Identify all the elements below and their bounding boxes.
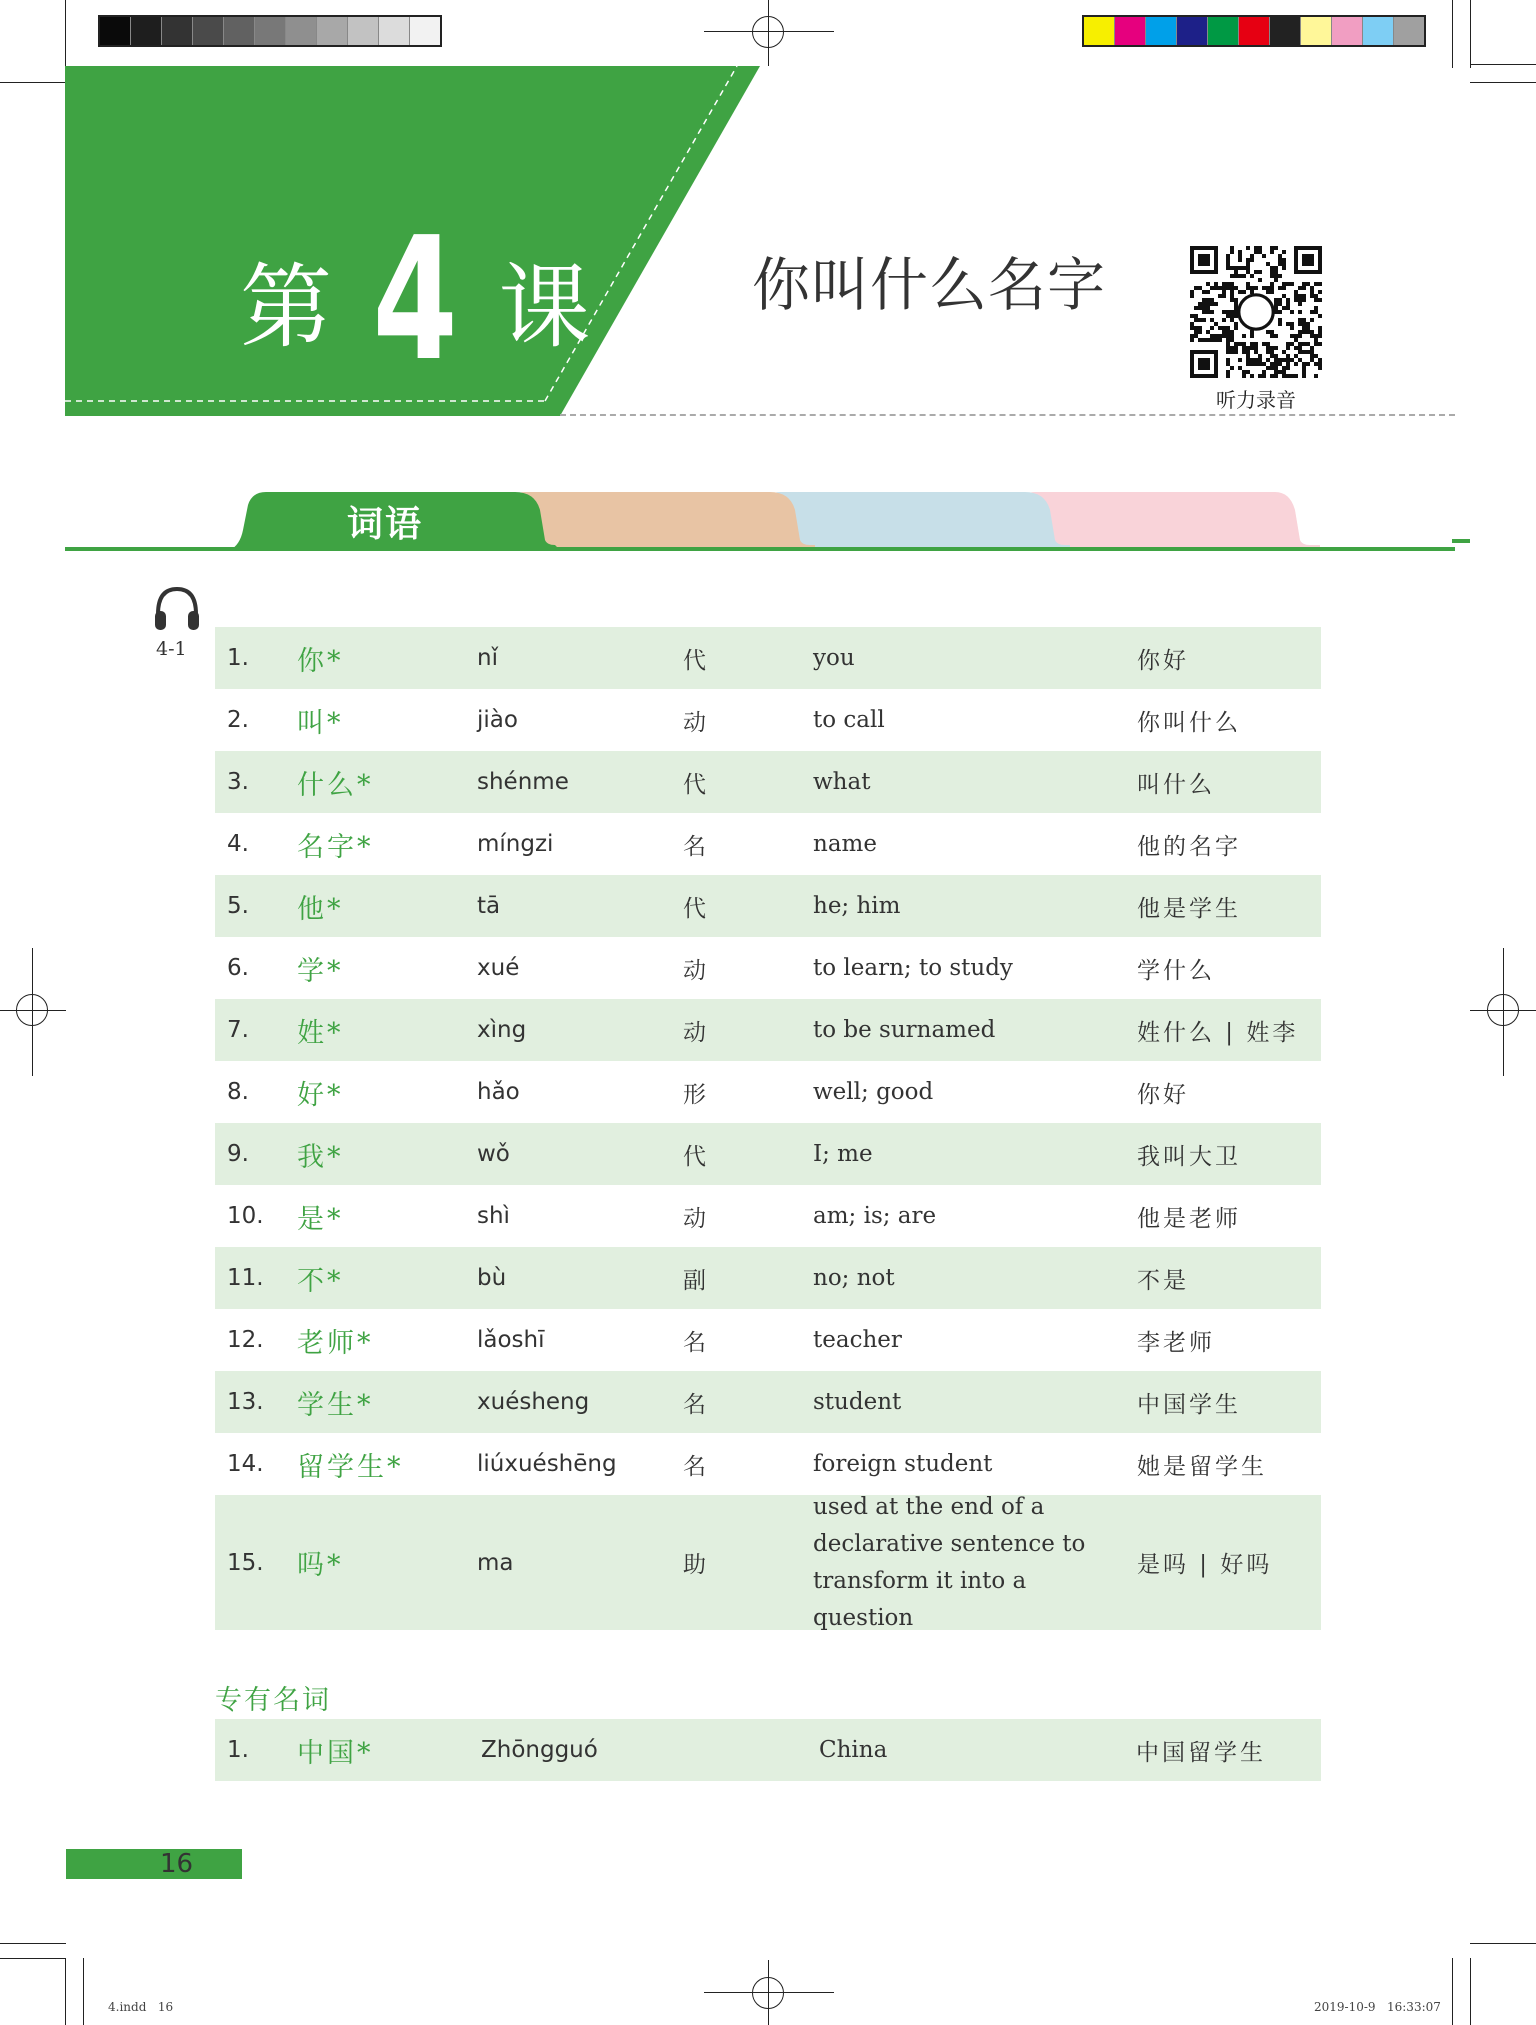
- example-phrase: 中国留学生: [1136, 1739, 1266, 1766]
- pinyin: xìng: [477, 1017, 527, 1043]
- registration-mark: [16, 994, 48, 1026]
- crop-mark: [0, 1943, 66, 1944]
- chinese-word: 学*: [297, 955, 344, 987]
- chinese-word: 中国*: [297, 1737, 374, 1769]
- crop-mark: [1470, 1943, 1536, 1944]
- proper-noun-row: [215, 1719, 1321, 1781]
- english-meaning: no; not: [813, 1264, 895, 1291]
- crop-mark: [1452, 0, 1453, 68]
- pinyin: xuésheng: [477, 1389, 590, 1415]
- pinyin: shénme: [477, 769, 569, 795]
- cmyk-color-bar: [1082, 15, 1426, 47]
- vocabulary-row: [215, 1123, 1321, 1185]
- chinese-word: 吗*: [297, 1550, 344, 1581]
- color-swatch: [1394, 17, 1424, 45]
- color-swatch: [100, 17, 131, 45]
- part-of-speech: 形: [683, 1081, 706, 1108]
- color-swatch: [1270, 17, 1301, 45]
- pinyin: jiào: [477, 707, 518, 733]
- pinyin: hǎo: [477, 1079, 520, 1105]
- vocabulary-table: [215, 627, 1321, 1630]
- part-of-speech: 副: [683, 1267, 706, 1294]
- chinese-word: 你*: [297, 645, 344, 677]
- section-tab-vocabulary[interactable]: 词语: [346, 504, 423, 545]
- vocabulary-row: [215, 1371, 1321, 1433]
- part-of-speech: 名: [683, 1453, 706, 1480]
- registration-mark: [1487, 994, 1519, 1026]
- color-swatch: [131, 17, 162, 45]
- color-swatch: [379, 17, 410, 45]
- crop-mark: [1470, 64, 1536, 65]
- example-phrase: 姓什么 | 姓李: [1137, 1019, 1299, 1046]
- vocabulary-row: [215, 1185, 1321, 1247]
- example-phrase: 是吗 | 好吗: [1137, 1552, 1273, 1578]
- crop-mark: [65, 1958, 66, 2025]
- chinese-word: 不*: [297, 1265, 344, 1297]
- part-of-speech: 助: [683, 1552, 706, 1578]
- entry-number: 12.: [227, 1327, 264, 1353]
- english-meaning: he; him: [813, 892, 901, 919]
- color-swatch: [410, 17, 440, 45]
- english-meaning: to call: [813, 706, 885, 733]
- english-meaning: China: [819, 1736, 888, 1763]
- english-meaning: used at the end of a declarative sentence to transform it into a question: [813, 1493, 1086, 1631]
- part-of-speech: 名: [683, 833, 706, 860]
- chinese-word: 是*: [297, 1203, 344, 1235]
- registration-mark: [752, 1977, 784, 2009]
- vocabulary-row: [215, 627, 1321, 689]
- vocabulary-row: [215, 1061, 1321, 1123]
- pinyin: Zhōngguó: [481, 1737, 598, 1763]
- crop-mark: [1470, 82, 1536, 83]
- color-swatch: [255, 17, 286, 45]
- entry-number: 15.: [227, 1549, 264, 1576]
- part-of-speech: 代: [683, 647, 706, 674]
- vocabulary-row: [215, 999, 1321, 1061]
- color-swatch: [1084, 17, 1115, 45]
- entry-number: 6.: [227, 955, 249, 981]
- english-meaning: to learn; to study: [813, 954, 1013, 981]
- crop-mark: [1470, 0, 1471, 68]
- chinese-word: 老师*: [297, 1327, 374, 1359]
- english-meaning: name: [813, 830, 877, 857]
- pinyin: míngzi: [477, 831, 554, 857]
- entry-number: 5.: [227, 893, 249, 919]
- english-meaning: foreign student: [813, 1450, 993, 1477]
- color-swatch: [348, 17, 379, 45]
- grayscale-color-bar: [98, 15, 442, 47]
- pinyin: tā: [477, 893, 501, 919]
- page-number: 16: [160, 1849, 194, 1879]
- chinese-word: 好*: [297, 1079, 344, 1111]
- color-swatch: [224, 17, 255, 45]
- english-meaning: to be surnamed: [813, 1016, 996, 1043]
- entry-number: 10.: [227, 1203, 264, 1229]
- entry-number: 1.: [227, 645, 249, 671]
- chinese-word: 留学生*: [297, 1451, 404, 1483]
- crop-mark: [0, 1958, 66, 1959]
- header-divider: [560, 414, 1455, 416]
- part-of-speech: 名: [683, 1391, 706, 1418]
- color-swatch: [1115, 17, 1146, 45]
- example-phrase: 他是学生: [1137, 895, 1241, 922]
- example-phrase: 他是老师: [1137, 1205, 1241, 1232]
- example-phrase: 他的名字: [1137, 833, 1241, 860]
- example-phrase: 我叫大卫: [1137, 1143, 1241, 1170]
- chinese-word: 他*: [297, 893, 344, 925]
- vocabulary-row: [215, 1433, 1321, 1495]
- crop-mark: [1452, 1958, 1453, 2025]
- english-meaning: student: [813, 1388, 902, 1415]
- pinyin: xué: [477, 955, 520, 981]
- color-swatch: [1239, 17, 1270, 45]
- vocabulary-row: [215, 1247, 1321, 1309]
- pinyin: ma: [477, 1549, 514, 1576]
- color-swatch: [317, 17, 348, 45]
- example-phrase: 不是: [1137, 1267, 1189, 1294]
- chinese-word: 名字*: [297, 831, 374, 863]
- pinyin: lǎoshī: [477, 1327, 545, 1353]
- vocabulary-row: [215, 875, 1321, 937]
- color-swatch: [1332, 17, 1363, 45]
- proper-nouns-table: [215, 1719, 1321, 1781]
- color-swatch: [1301, 17, 1332, 45]
- crop-mark: [83, 1958, 84, 2025]
- example-phrase: 你好: [1137, 647, 1189, 674]
- part-of-speech: 代: [683, 895, 706, 922]
- lesson-prefix: 第: [240, 254, 333, 361]
- color-swatch: [286, 17, 317, 45]
- example-phrase: 中国学生: [1137, 1391, 1241, 1418]
- entry-number: 7.: [227, 1017, 249, 1043]
- example-phrase: 李老师: [1137, 1329, 1215, 1356]
- english-meaning: you: [813, 644, 855, 671]
- part-of-speech: 名: [683, 1329, 706, 1356]
- lesson-suffix: 课: [498, 254, 591, 361]
- chinese-word: 姓*: [297, 1017, 344, 1049]
- color-swatch: [1208, 17, 1239, 45]
- vocabulary-row: [215, 689, 1321, 751]
- chinese-word: 学生*: [297, 1389, 374, 1421]
- part-of-speech: 动: [683, 1205, 706, 1232]
- headphones-icon[interactable]: [152, 584, 202, 634]
- lesson-title: 你叫什么名字: [752, 251, 1107, 319]
- color-swatch: [1363, 17, 1394, 45]
- entry-number: 11.: [227, 1265, 264, 1291]
- crop-mark: [1470, 1958, 1471, 2025]
- vocabulary-row: [215, 751, 1321, 813]
- part-of-speech: 代: [683, 1143, 706, 1170]
- example-phrase: 你好: [1137, 1081, 1189, 1108]
- color-swatch: [193, 17, 224, 45]
- entry-number: 13.: [227, 1389, 264, 1415]
- pinyin: shì: [477, 1203, 510, 1229]
- part-of-speech: 动: [683, 1019, 706, 1046]
- chinese-word: 什么*: [297, 769, 374, 801]
- entry-number: 8.: [227, 1079, 249, 1105]
- english-meaning: well; good: [813, 1078, 934, 1105]
- example-phrase: 学什么: [1137, 957, 1215, 984]
- proper-nouns-heading: 专有名词: [215, 1685, 331, 1716]
- pinyin: bù: [477, 1265, 507, 1291]
- entry-number: 9.: [227, 1141, 249, 1167]
- example-phrase: 你叫什么: [1137, 709, 1241, 736]
- english-meaning: am; is; are: [813, 1202, 937, 1229]
- entry-number: 14.: [227, 1451, 264, 1477]
- qr-code-icon[interactable]: [1190, 246, 1322, 378]
- chinese-word: 我*: [297, 1141, 344, 1173]
- lesson-number: 4: [372, 201, 458, 399]
- print-timestamp: 2019-10-9 16:33:07: [1314, 2000, 1441, 2014]
- entry-number: 2.: [227, 707, 249, 733]
- english-meaning: teacher: [813, 1326, 902, 1353]
- vocabulary-row: [215, 813, 1321, 875]
- part-of-speech: 动: [683, 957, 706, 984]
- color-swatch: [162, 17, 193, 45]
- crop-mark: [0, 82, 66, 83]
- qr-code-label: 听力录音: [1216, 388, 1296, 412]
- part-of-speech: 代: [683, 771, 706, 798]
- vocabulary-row: [215, 937, 1321, 999]
- example-phrase: 她是留学生: [1137, 1453, 1267, 1480]
- color-swatch: [1177, 17, 1208, 45]
- vocabulary-row: [215, 1309, 1321, 1371]
- chinese-word: 叫*: [297, 707, 344, 739]
- entry-number: 1.: [227, 1737, 249, 1763]
- file-slug: 4.indd 16: [108, 2000, 174, 2014]
- pinyin: wǒ: [477, 1141, 510, 1167]
- english-meaning: what: [813, 768, 871, 795]
- pinyin: nǐ: [477, 645, 498, 671]
- entry-number: 3.: [227, 769, 249, 795]
- vocabulary-row: [215, 1495, 1321, 1630]
- example-phrase: 叫什么: [1137, 771, 1215, 798]
- part-of-speech: 动: [683, 709, 706, 736]
- lesson-number-title: [240, 201, 591, 399]
- registration-mark: [752, 16, 784, 48]
- pinyin: liúxuéshēng: [477, 1451, 617, 1477]
- color-swatch: [1146, 17, 1177, 45]
- audio-track-code: 4-1: [156, 638, 187, 660]
- crop-mark: [65, 0, 66, 68]
- english-meaning: I; me: [813, 1140, 873, 1167]
- entry-number: 4.: [227, 831, 249, 857]
